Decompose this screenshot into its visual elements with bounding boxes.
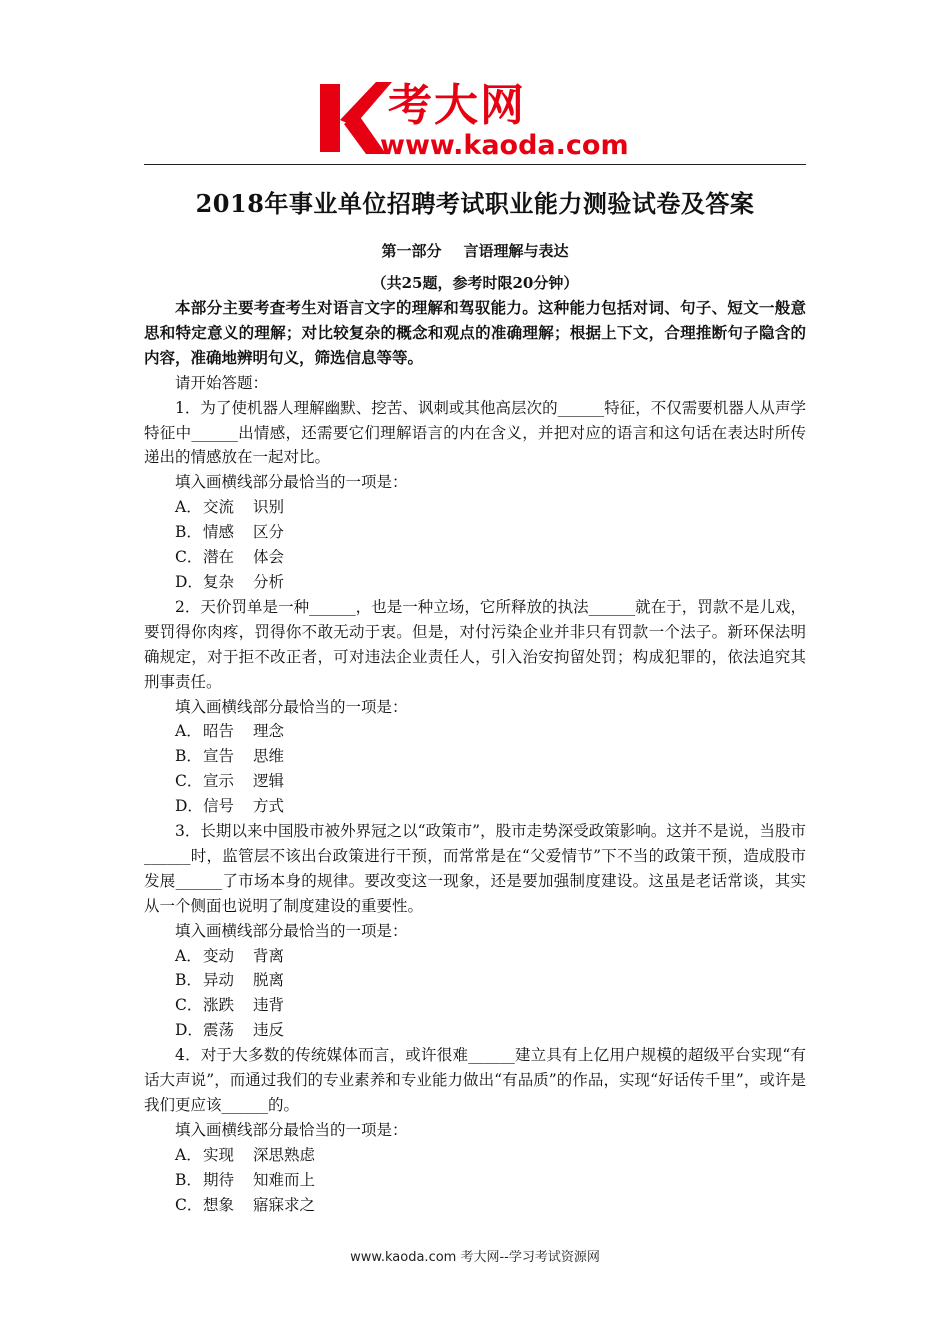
start-prompt: 请开始答题： [175, 373, 269, 392]
answer-option: C．潜在 体会 [175, 548, 285, 567]
section-heading [144, 240, 806, 261]
page-footer: www.kaoda.com 考大网--学习考试资源网 [350, 1250, 600, 1265]
answer-option: B．情感 区分 [175, 523, 285, 542]
page-title: 2018年事业单位招聘考试职业能力测验试卷及答案 [195, 189, 755, 218]
question-prompt: 填入画横线部分最恰当的一项是： [175, 697, 408, 716]
answer-option: A．变动 背离 [175, 946, 285, 965]
answer-option: C．涨跌 违背 [175, 996, 285, 1015]
answer-option: A．实现 深思熟虑 [175, 1145, 316, 1164]
header-divider [144, 164, 806, 165]
question-stem: 2．天价罚单是一种______，也是一种立场，它所释放的执法______就在于，罚款不是儿戏，要罚得你肉疼，罚得你不敢无动于衷。但是，对付污染企业并非只有罚款一个法子。新环保法明确规定，对于拒不改正者，可对违法企业责任人，引入治安拘留处罚；构成犯罪的，依法追究其刑事责任。 [144, 597, 806, 691]
answer-option: B．期待 知难而上 [175, 1170, 316, 1189]
intro-paragraph: 本部分主要考查考生对语言文字的理解和驾驭能力。这种能力包括对词、句子、短文一般意思和特定意义的理解；对比较复杂的概念和观点的准确理解；根据上下文，合理推断句子隐含的内容，准确地辨明句义，筛选信息等等。 [144, 298, 806, 367]
answer-option: D．信号 方式 [175, 797, 285, 816]
answer-option: A．交流 识别 [175, 498, 285, 517]
answer-option: B．宣告 思维 [175, 747, 285, 766]
kaoda-logo [318, 80, 648, 160]
answer-option: D．震荡 违反 [175, 1021, 285, 1040]
section-name: 言语理解与表达 [463, 242, 569, 260]
section-number: 第一部分 [381, 242, 442, 260]
answer-option: B．异动 脱离 [175, 971, 285, 990]
question-stem: 1．为了使机器人理解幽默、挖苦、讽刺或其他高层次的______特征，不仅需要机器人从声学特征中______出情感，还需要它们理解语言的内在含义，并把对应的语言和这句话在表达时所传递出的情感放在一起对比。 [144, 398, 806, 467]
answer-option: C．宣示 逻辑 [175, 772, 285, 791]
question-prompt: 填入画横线部分最恰当的一项是： [175, 921, 408, 940]
answer-option: D．复杂 分析 [175, 572, 285, 591]
question-prompt: 填入画横线部分最恰当的一项是： [175, 473, 408, 492]
answer-option: C．想象 寤寐求之 [175, 1195, 316, 1214]
question-stem: 3．长期以来中国股市被外界冠之以“政策市”，股市走势深受政策影响。这并不是说，当股市______时，监管层不该出台政策进行干预，而常常是在“父爱情节”下不当的政策干预，造成股市发展______了市场本身的规律。要改变这一现象，还是要加强制度建设。这虽是老话常谈，其实从一个侧面也说明了制度建设的重要性。 [144, 822, 806, 915]
logo-text: 考大网 [388, 80, 526, 131]
answer-option: A．昭告 理念 [175, 722, 285, 741]
section-subtitle: （共25题，参考时限20分钟） [371, 274, 579, 292]
question-stem: 4．对于大多数的传统媒体而言，或许很难______建立具有上亿用户规模的超级平台实现“有话大声说”，而通过我们的专业素养和专业能力做出“有品质”的作品，实现“好话传千里”，或许是我们更应该______的。 [144, 1046, 806, 1114]
document-body [144, 296, 806, 1218]
question-prompt: 填入画横线部分最恰当的一项是： [175, 1120, 408, 1139]
logo-url: www.kaoda.com [380, 130, 629, 160]
